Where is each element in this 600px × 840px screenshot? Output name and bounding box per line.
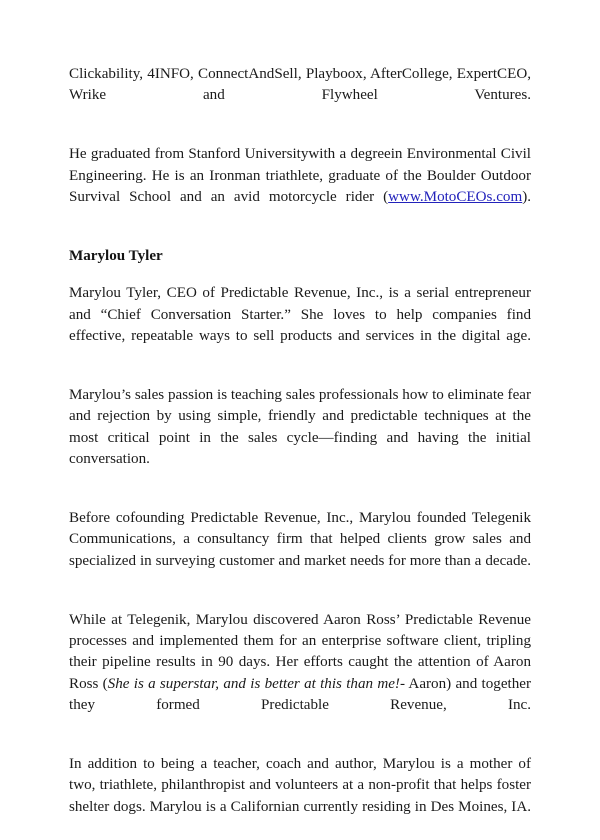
paragraph-telegenik-founding: Before cofounding Predictable Revenue, Inc., Marylou founded Telegenik Communications, a consultancy firm that helped clients grow sales and specialized in surveying customer and market needs for more than a decade.: [69, 509, 531, 569]
paragraph-education-text-after-link: ).: [522, 189, 531, 206]
paragraph-marylou-intro: Marylou Tyler, CEO of Predictable Revenue, Inc., is a serial entrepreneur and “Chief Conversation Starter.” She loves to help companies find effective, repeatable ways to sell products and services in the digital age.: [69, 285, 531, 345]
paragraph-education: [69, 144, 531, 230]
paragraph-companies: Clickability, 4INFO, ConnectAndSell, Playboox, AfterCollege, ExpertCEO, Wrike and Flywheel Ventures.: [69, 66, 531, 104]
document-text-column: [69, 64, 531, 840]
paragraph-aaron-ross-text-after-italic: - Aaron) and together they formed Predictable Revenue, Inc.: [69, 675, 531, 714]
aaron-ross-quote: She is a superstar, and is better at this than me!: [107, 675, 400, 692]
paragraph-education-text-before-link: He graduated from Stanford Universitywith a degreein Environmental Civil Engineering. He is an Ironman triathlete, graduate of the Boulder Outdoor Survival School and an avid motorcycle rider (: [69, 146, 531, 206]
paragraph-personal-life: In addition to being a teacher, coach and author, Marylou is a mother of two, triathlete, philanthropist and volunteers at a non-profit that helps foster shelter dogs. Marylou is a Californian currently residing in Des Moines, IA.: [69, 755, 531, 815]
motoceos-link[interactable]: www.MotoCEOs.com: [388, 189, 523, 206]
heading-marylou-tyler: Marylou Tyler: [69, 247, 163, 264]
paragraph-aaron-ross-text-before-italic: While at Telegenik, Marylou discovered Aaron Ross’ Predictable Revenue processes and implemented them for an enterprise software client, tripling their pipeline results in 90 days. Her efforts caught the attention of Aaron Ross (: [69, 611, 531, 692]
paragraph-aaron-ross: [69, 610, 531, 738]
paragraph-sales-passion: Marylou’s sales passion is teaching sales professionals how to eliminate fear and rejection by using simple, friendly and predictable techniques at the most critical point in the sales cycle—finding and having the initial conversation.: [69, 386, 531, 468]
